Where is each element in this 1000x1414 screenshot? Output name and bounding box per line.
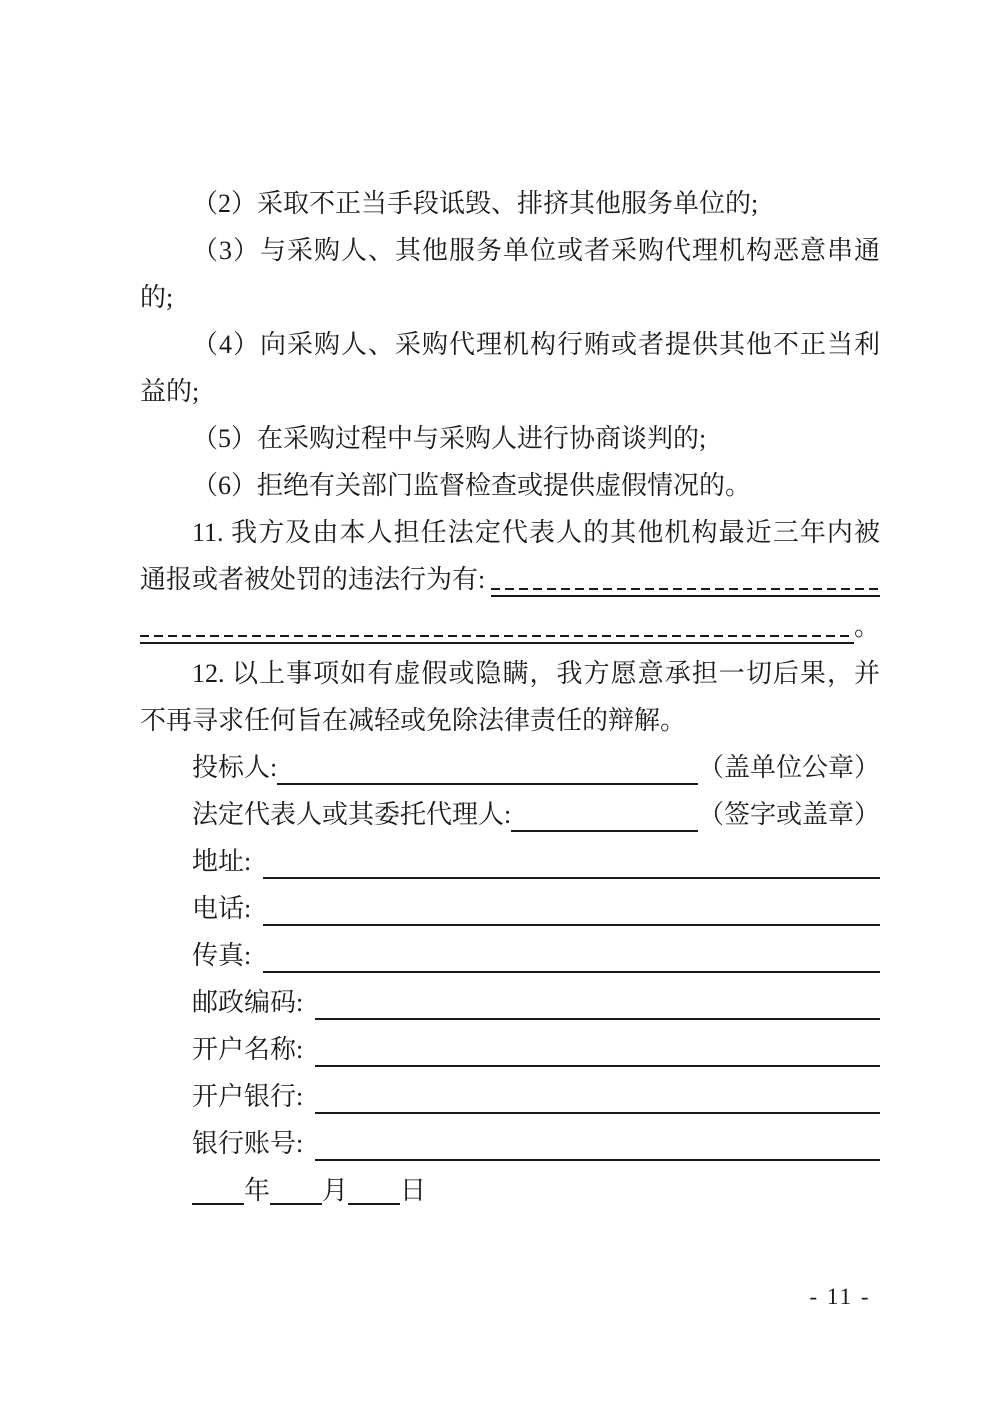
bidder-seal-note: （盖单位公章）	[697, 753, 880, 782]
fax-row	[140, 932, 880, 979]
postcode-row	[140, 979, 880, 1026]
bidder-name-blank	[277, 744, 698, 791]
violations-blank-line1	[491, 556, 880, 603]
phone-label: 电话:	[192, 894, 252, 923]
clause-12-line2: 不再寻求任何旨在减轻或免除法律责任的辩解。	[140, 706, 687, 735]
address-blank	[263, 838, 880, 885]
clause-11-line1: 11. 我方及由本人担任法定代表人的其他机构最近三年内被	[192, 518, 880, 547]
phone-blank	[263, 885, 880, 932]
date-year-blank	[192, 1171, 244, 1205]
fax-blank	[263, 932, 880, 979]
address-row	[140, 838, 880, 885]
account-name-row	[140, 1026, 880, 1073]
clause-3-line1: （3）与采购人、其他服务单位或者采购代理机构恶意串通	[192, 236, 880, 265]
legal-rep-row	[140, 791, 880, 838]
legal-rep-sign-note: （签字或盖章）	[697, 800, 880, 829]
date-month-label: 月	[322, 1176, 349, 1205]
page-body	[140, 180, 880, 1214]
bank-row	[140, 1073, 880, 1120]
violations-blank-line2	[140, 603, 854, 650]
clause-2-line: （2）采取不正当手段诋毁、排挤其他服务单位的;	[192, 189, 759, 218]
account-number-row	[140, 1120, 880, 1167]
legal-rep-blank	[511, 791, 698, 838]
address-label: 地址:	[192, 847, 252, 876]
postcode-label: 邮政编码:	[192, 988, 304, 1017]
bank-label: 开户银行:	[192, 1082, 304, 1111]
postcode-blank	[315, 979, 880, 1026]
clause-4-line2: 益的;	[140, 377, 200, 406]
clause-3-line2: 的;	[140, 283, 174, 312]
account-name-blank	[315, 1026, 880, 1073]
account-name-label: 开户名称:	[192, 1035, 304, 1064]
clause-5-line: （5）在采购过程中与采购人进行协商谈判的;	[192, 424, 707, 453]
bidder-row	[140, 744, 880, 791]
bidder-label: 投标人:	[192, 753, 278, 782]
clause-4-line1: （4）向采购人、采购代理机构行贿或者提供其他不正当利	[192, 330, 880, 359]
date-day-blank	[348, 1171, 400, 1205]
clause-12-line1: 12. 以上事项如有虚假或隐瞒，我方愿意承担一切后果，并	[192, 659, 880, 688]
date-year-label: 年	[244, 1176, 271, 1205]
date-day-label: 日	[400, 1176, 427, 1205]
date-row	[140, 1167, 880, 1214]
page-number: - 11 -	[809, 1284, 871, 1309]
clause-11-line2	[140, 556, 880, 603]
legal-rep-label: 法定代表人或其委托代理人:	[192, 800, 512, 829]
violations-label: 通报或者被处罚的违法行为有:	[140, 565, 486, 594]
phone-row	[140, 885, 880, 932]
fax-label: 传真:	[192, 941, 252, 970]
clause-11-line3	[140, 603, 880, 650]
bank-blank	[315, 1073, 880, 1120]
date-month-blank	[270, 1171, 322, 1205]
clause-6-line: （6）拒绝有关部门监督检查或提供虚假情况的。	[192, 471, 752, 500]
account-number-blank	[315, 1120, 880, 1167]
account-number-label: 银行账号:	[192, 1129, 304, 1158]
violations-end-period: 。	[853, 612, 880, 641]
